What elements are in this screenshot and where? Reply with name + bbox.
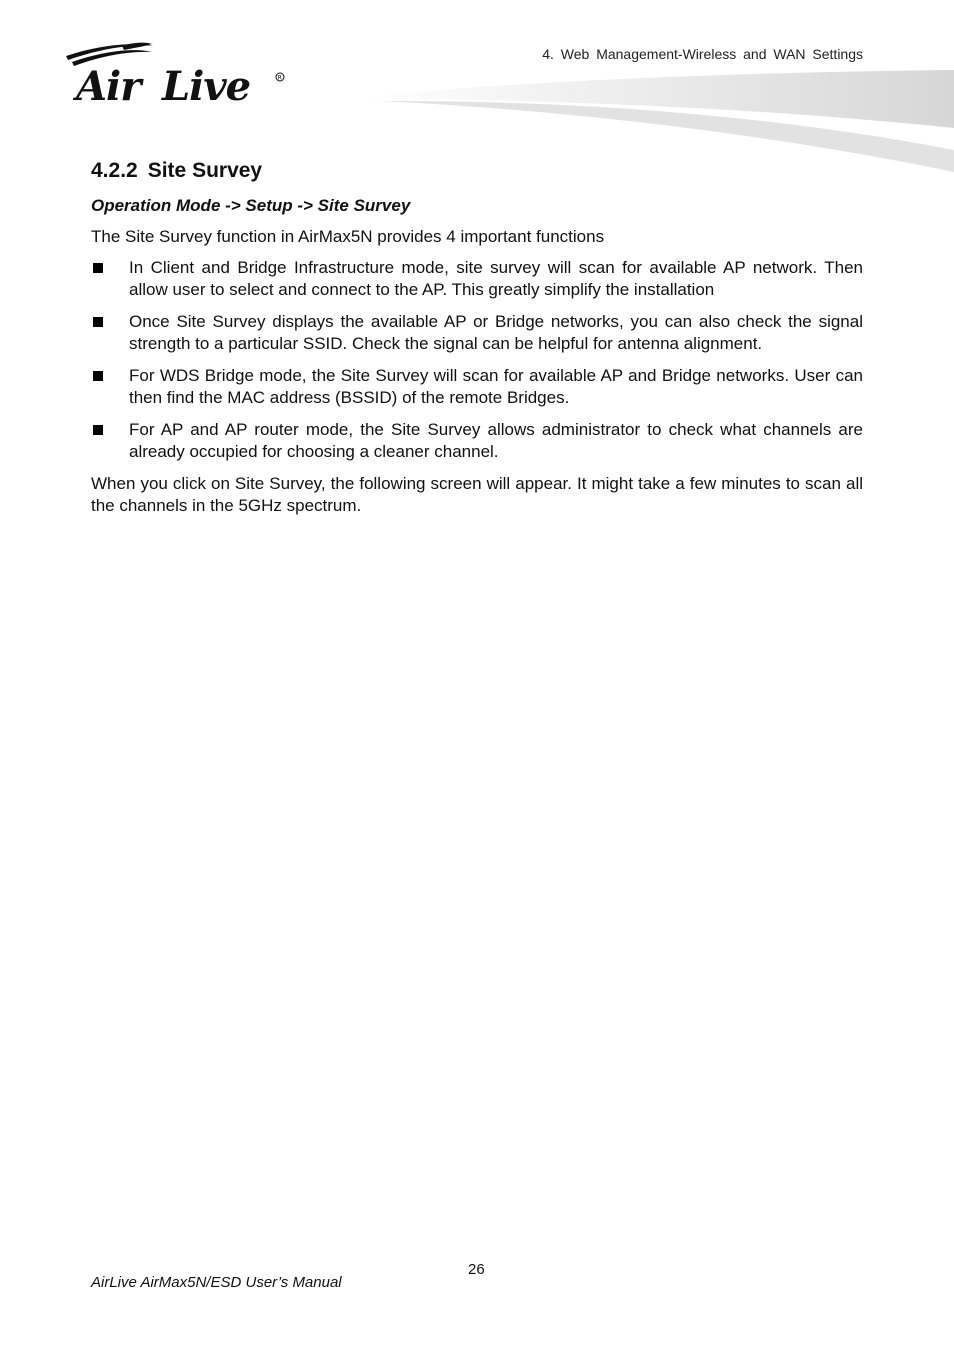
list-item xyxy=(91,365,863,409)
chapter-header: 4. Web Management-Wireless and WAN Settings xyxy=(542,46,863,62)
square-bullet-icon xyxy=(93,425,103,435)
intro-paragraph: The Site Survey function in AirMax5N provides 4 important functions xyxy=(91,227,605,246)
airlive-logo xyxy=(62,40,292,108)
list-item-text: Once Site Survey displays the available AP or Bridge networks, you can also check the signal strength to a particular SSID. Check the signal can be helpful for antenna alignment. xyxy=(129,312,863,353)
list-item xyxy=(91,419,863,463)
square-bullet-icon xyxy=(93,317,103,327)
svg-text:Air: Air xyxy=(76,63,141,108)
list-item-text: For AP and AP router mode, the Site Survey allows administrator to check what channels are already occupied for choosing a cleaner channel. xyxy=(129,420,863,461)
menu-path: Operation Mode -> Setup -> Site Survey xyxy=(91,196,411,215)
svg-text:R: R xyxy=(277,74,282,82)
svg-text:Live: Live xyxy=(162,63,251,108)
square-bullet-icon xyxy=(93,263,103,273)
page-number: 26 xyxy=(468,1261,485,1278)
list-item-text: In Client and Bridge Infrastructure mode, site survey will scan for available AP network. Then allow user to select and connect to the AP. This greatly simplify the installation xyxy=(129,258,863,299)
list-item-text: For WDS Bridge mode, the Site Survey will scan for available AP and Bridge networks. User can then find the MAC address (BSSID) of the remote Bridges. xyxy=(129,366,863,407)
footer-manual-title: AirLive AirMax5N/ESD User’s Manual xyxy=(91,1274,342,1291)
page-content xyxy=(91,156,863,526)
section-heading xyxy=(91,156,863,186)
section-title: Site Survey xyxy=(147,159,263,182)
function-list xyxy=(91,257,863,463)
section-number: 4.2.2 xyxy=(91,159,138,182)
list-item xyxy=(91,311,863,355)
closing-paragraph: When you click on Site Survey, the following screen will appear. It might take a few minutes to scan all the channels in the 5GHz spectrum. xyxy=(91,474,863,515)
list-item xyxy=(91,257,863,301)
square-bullet-icon xyxy=(93,371,103,381)
